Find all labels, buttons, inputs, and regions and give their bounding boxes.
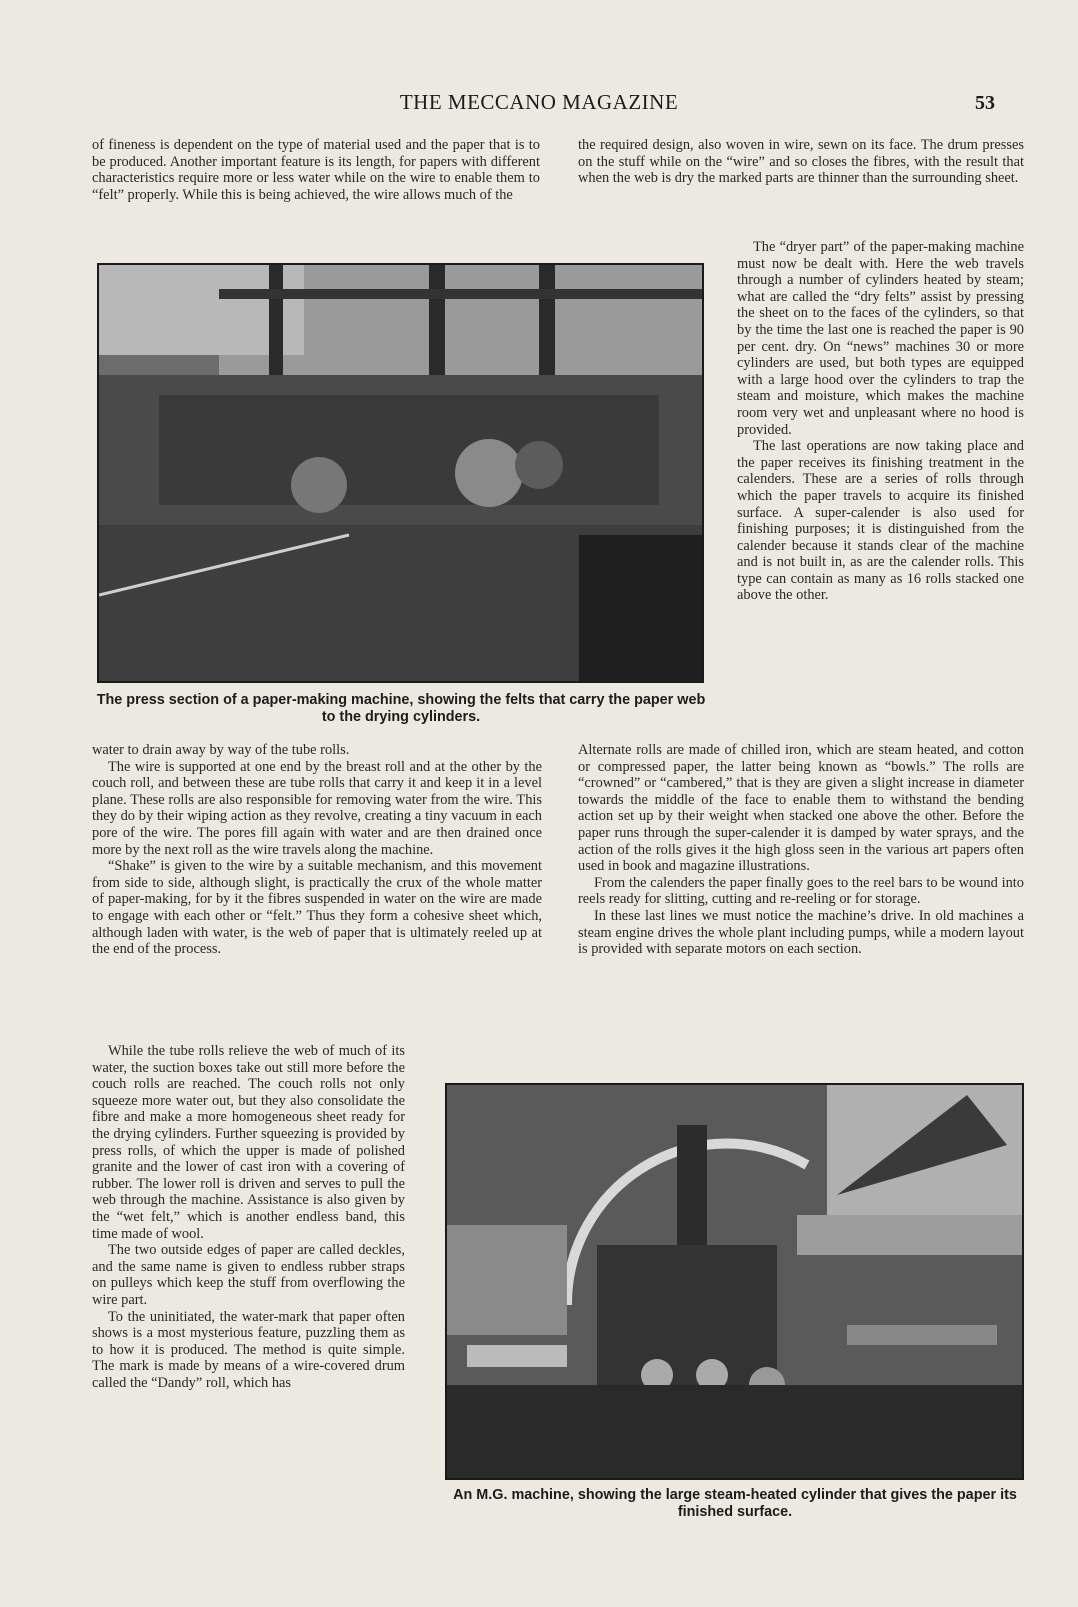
paragraph: While the tube rolls relieve the web of much of its water, the suction boxes take out still more before the couch rolls are reached. The couch rolls not only squeeze more water out, but they also consolidate the fibre and make a more homogeneous sheet ready for the drying cylinders. Further squeezing is provided by press rolls, of which the upper is made of polished granite and the lower of cast iron with a covering of rubber. The lower roll is driven and serves to pull the web through the machine. Assistance is also given by the “wet felt,” which is another endless band, this time made of wool. bbox=[92, 1043, 405, 1242]
column-bottom-left bbox=[92, 1043, 405, 1391]
paragraph: Alternate rolls are made of chilled iron, which are steam heated, and cotton or compressed paper, the latter being known as “bowls.” The rolls are “crowned” or “cambered,” that is they are given a slight increase in diameter towards the middle of the face to enable them to withstand the bending action set up by their weight when stacked one above the other. Before the paper runs through the super-calender it is damped by water sprays, and the action of the rolls gives it the high gloss seen in the various art papers often used in book and magazine illustrations. bbox=[578, 742, 1024, 875]
caption-press-section: The press section of a paper-making machine, showing the felts that carry the paper web to the drying cylinders. bbox=[96, 692, 706, 725]
paragraph: The last operations are now taking place and the paper receives its finishing treatment in the calenders. These are a series of rolls through which the paper travels to acquire its finished surface. A super-calender is also used for finishing purposes; it is distinguished from the calender because it stands clear of the machine and is not built in, as are the calender rolls. This type can contain as many as 16 rolls stacked one above the other. bbox=[737, 438, 1024, 604]
caption-mg-machine: An M.G. machine, showing the large steam-heated cylinder that gives the paper its finished surface. bbox=[453, 1487, 1017, 1520]
paragraph: “Shake” is given to the wire by a suitable mechanism, and this movement from side to side, although slight, is practically the crux of the whole matter of paper-making, for by it the fibres suspended in water on the wire are made to engage with each other or “felt.” Thus they form a cohesive sheet which, although laden with water, is the web of paper that is ultimately reeled up at the end of the process. bbox=[92, 858, 542, 958]
paragraph: To the uninitiated, the water-mark that paper often shows is a most mysterious feature, puzzling them as to how it is produced. The method is quite simple. The mark is made by means of a wire-covered drum called the “Dandy” roll, which has bbox=[92, 1308, 405, 1391]
paragraph: The “dryer part” of the paper-making machine must now be dealt with. Here the web travels through a number of cylinders heated by steam; what are called the “dry felts” assist by pressing the sheet on to the faces of the cylinders, so that by the time the last one is reached the paper is 90 per cent. dry. On “news” machines 30 or more cylinders are used, but both types are equipped with a large hood over the cylinders to trap the steam and moisture, which makes the machine room very wet and unpleasant where no hood is provided. bbox=[737, 239, 1024, 438]
column-top-left bbox=[92, 137, 540, 203]
column-mid-left bbox=[92, 742, 542, 958]
paragraph: the required design, also woven in wire, sewn on its face. The drum presses on the stuff while on the “wire” and so closes the fibres, with the result that when the web is dry the marked parts are thinner than the surrounding sheet. bbox=[578, 137, 1024, 187]
column-top-right bbox=[578, 137, 1024, 187]
paragraph: water to drain away by way of the tube rolls. bbox=[92, 742, 350, 758]
mg-machine-photo bbox=[445, 1083, 1024, 1480]
machine-photo-illustration bbox=[447, 1085, 1022, 1478]
paragraph: In these last lines we must notice the machine’s drive. In old machines a steam engine drives the whole plant including pumps, while a modern layout is provided with separate motors on each section. bbox=[578, 907, 1024, 958]
column-right-beside-photo bbox=[737, 239, 1024, 604]
press-section-photo bbox=[97, 263, 704, 683]
paragraph: The wire is supported at one end by the breast roll and at the other by the couch roll, and between these are tube rolls that carry it and keep it in a level plane. These rolls are also responsible for removing water from the wire. This they do by their wiping action as they revolve, creating a tiny vacuum in each pore of the wire. The pores fill again with water and are then drained once more by the next roll as the wire travels along the machine. bbox=[92, 758, 542, 858]
factory-photo-illustration bbox=[99, 265, 702, 681]
column-mid-right bbox=[578, 742, 1024, 958]
paragraph: The two outside edges of paper are called deckles, and the same name is given to endless rubber straps on pulleys which keep the stuff from overflowing the wire part. bbox=[92, 1242, 405, 1308]
paragraph: of fineness is dependent on the type of material used and the paper that is to be produced. Another important feature is its length, for papers with different characteristics require more or less water while on the wire to enable them to “felt” properly. While this is being achieved, the wire allows much of the bbox=[92, 137, 540, 203]
page-number: 53 bbox=[975, 92, 995, 114]
paragraph: From the calenders the paper finally goes to the reel bars to be wound into reels ready for slitting, cutting and re-reeling or for storage. bbox=[578, 874, 1024, 908]
magazine-title: THE MECCANO MAGAZINE bbox=[399, 90, 679, 114]
